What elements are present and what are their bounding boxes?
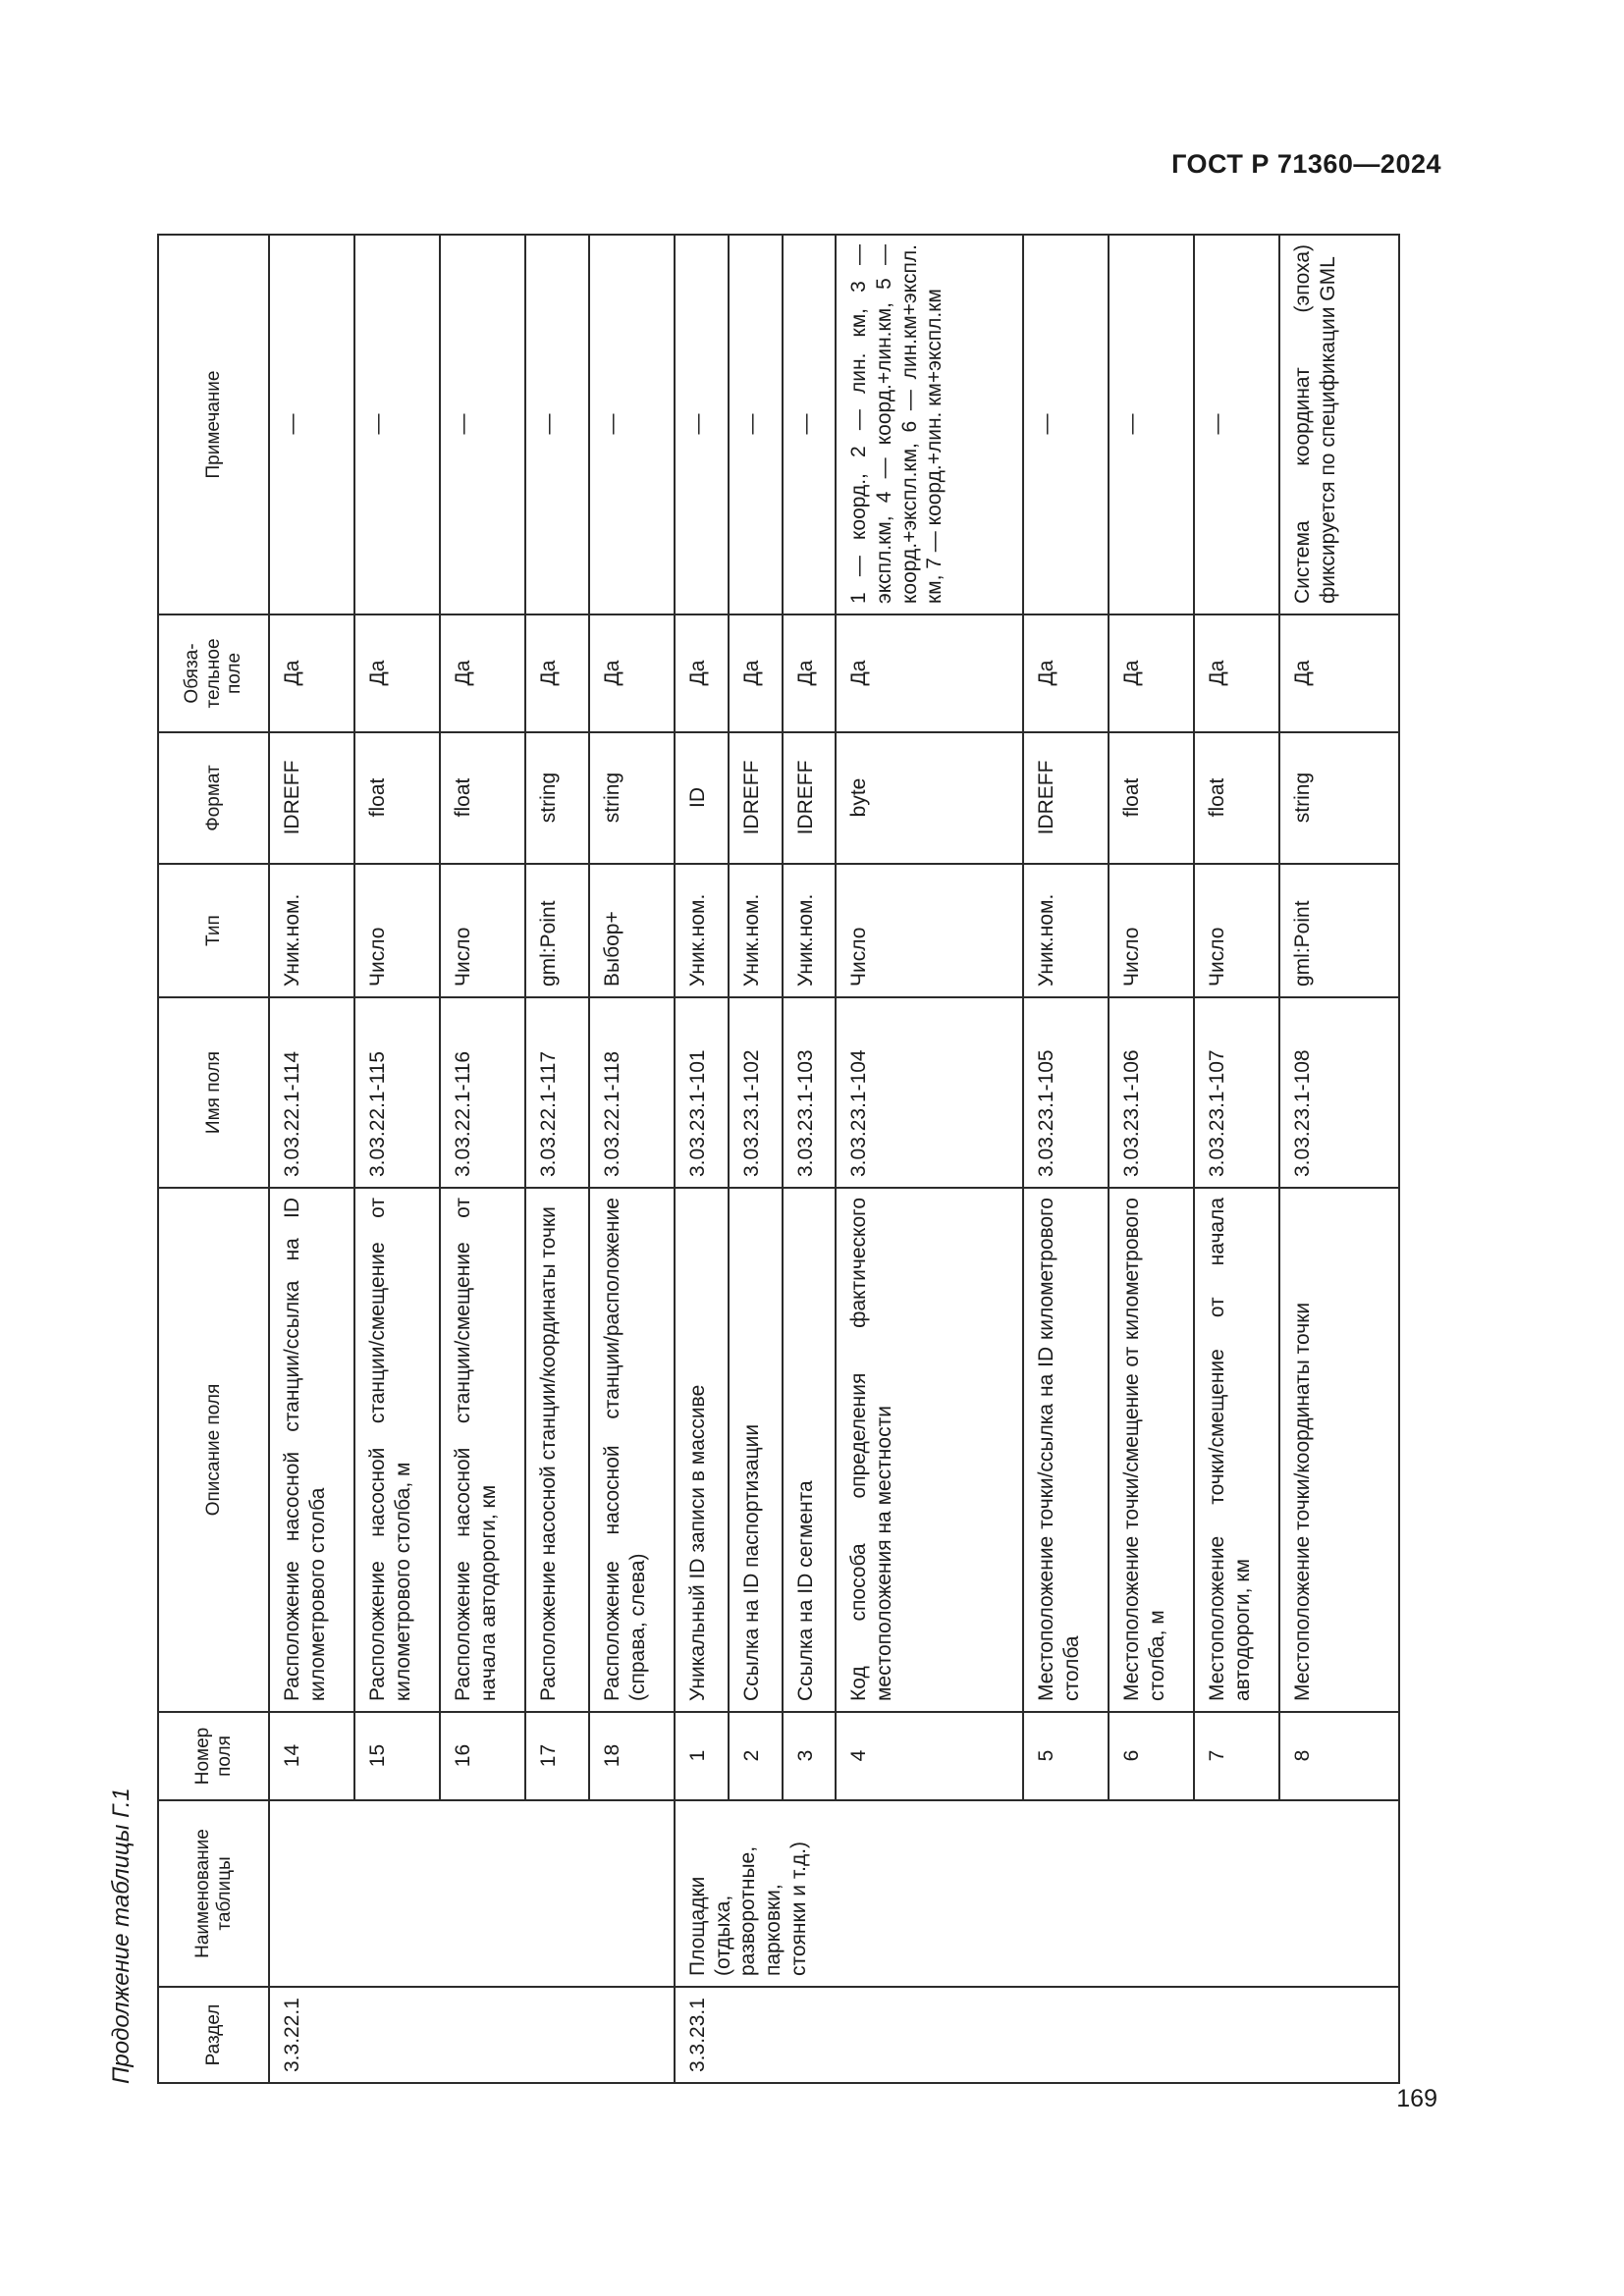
rotated-table-block	[108, 236, 1400, 2084]
cell-description: Код способа определения фактического местоположения на местности	[836, 1188, 1023, 1712]
cell-description: Расположение насосной станции/смещение от километрового столба, м	[354, 1188, 440, 1712]
cell-description: Расположение насосной станции/смещение от начала автодороги, км	[440, 1188, 525, 1712]
cell-note: —	[440, 235, 525, 614]
cell-format: float	[354, 732, 440, 864]
cell-note: —	[1109, 235, 1194, 614]
cell-required: Да	[1279, 614, 1399, 732]
document-code: ГОСТ Р 71360—2024	[1171, 149, 1441, 179]
cell-format: IDREFF	[269, 732, 354, 864]
cell-required: Да	[1194, 614, 1279, 732]
cell-section: 3.3.23.1	[675, 1987, 1399, 2083]
cell-description: Расположение насосной станции/расположение (справа, слева)	[589, 1188, 675, 1712]
cell-format: byte	[836, 732, 1023, 864]
cell-format: float	[1194, 732, 1279, 864]
cell-note: 1 — коорд., 2 — лин. км, 3 — экспл.км, 4 — коорд.+лин.км, 5 — коорд.+экспл.км, 6 — лин.км+экспл. км, 7 — коорд.+лин. км+экспл.км	[836, 235, 1023, 614]
cell-field-name: 3.03.23.1-107	[1194, 997, 1279, 1188]
cell-type: Число	[354, 864, 440, 997]
cell-field-number: 1	[675, 1712, 729, 1800]
cell-description: Уникальный ID записи в массиве	[675, 1188, 729, 1712]
cell-field-number: 14	[269, 1712, 354, 1800]
cell-field-number: 4	[836, 1712, 1023, 1800]
cell-format: float	[440, 732, 525, 864]
cell-required: Да	[783, 614, 837, 732]
cell-field-number: 2	[729, 1712, 783, 1800]
cell-field-number: 15	[354, 1712, 440, 1800]
cell-type: gml:Point	[1279, 864, 1399, 997]
cell-field-name: 3.03.23.1-108	[1279, 997, 1399, 1188]
cell-required: Да	[1023, 614, 1109, 732]
col-header-type: Тип	[158, 864, 269, 997]
cell-type: Число	[1194, 864, 1279, 997]
cell-table-name	[269, 1800, 675, 1987]
cell-table-name: Площадки (отдыха, разворотные, парковки, стоянки и т.д.)	[675, 1800, 1399, 1987]
cell-field-name: 3.03.23.1-103	[783, 997, 837, 1188]
header-row	[158, 235, 269, 2083]
cell-field-number: 3	[783, 1712, 837, 1800]
col-header-section: Раздел	[158, 1987, 269, 2083]
cell-required: Да	[525, 614, 589, 732]
cell-type: Выбор+	[589, 864, 675, 997]
cell-field-number: 18	[589, 1712, 675, 1800]
cell-field-name: 3.03.23.1-104	[836, 997, 1023, 1188]
cell-field-number: 6	[1109, 1712, 1194, 1800]
cell-note: —	[729, 235, 783, 614]
page-number: 169	[1396, 2085, 1437, 2112]
cell-required: Да	[354, 614, 440, 732]
cell-type: Уник.ном.	[783, 864, 837, 997]
cell-description: Местоположение точки/смещение от километрового столба, м	[1109, 1188, 1194, 1712]
cell-note: —	[1023, 235, 1109, 614]
cell-format: IDREFF	[1023, 732, 1109, 864]
cell-note: —	[269, 235, 354, 614]
cell-section: 3.3.22.1	[269, 1987, 675, 2083]
table-caption: Продолжение таблицы Г.1	[108, 1788, 135, 2084]
cell-required: Да	[269, 614, 354, 732]
cell-field-name: 3.03.23.1-105	[1023, 997, 1109, 1188]
cell-format: IDREFF	[783, 732, 837, 864]
cell-required: Да	[440, 614, 525, 732]
cell-required: Да	[675, 614, 729, 732]
cell-format: string	[525, 732, 589, 864]
cell-description: Местоположение точки/смещение от начала автодороги, км	[1194, 1188, 1279, 1712]
col-header-description: Описание поля	[158, 1188, 269, 1712]
cell-type: Число	[1109, 864, 1194, 997]
cell-field-name: 3.03.22.1-117	[525, 997, 589, 1188]
cell-type: Уник.ном.	[729, 864, 783, 997]
cell-format: ID	[675, 732, 729, 864]
cell-format: float	[1109, 732, 1194, 864]
cell-field-number: 7	[1194, 1712, 1279, 1800]
cell-field-number: 8	[1279, 1712, 1399, 1800]
table-row	[269, 235, 354, 2083]
col-header-required: Обяза-тельное поле	[158, 614, 269, 732]
cell-type: gml:Point	[525, 864, 589, 997]
cell-type: Число	[440, 864, 525, 997]
cell-format: IDREFF	[729, 732, 783, 864]
cell-required: Да	[589, 614, 675, 732]
cell-description: Ссылка на ID паспортизации	[729, 1188, 783, 1712]
cell-note: —	[1194, 235, 1279, 614]
cell-field-name: 3.03.22.1-118	[589, 997, 675, 1188]
col-header-field-number: Номер поля	[158, 1712, 269, 1800]
table-row	[675, 235, 729, 2083]
cell-type: Число	[836, 864, 1023, 997]
cell-type: Уник.ном.	[1023, 864, 1109, 997]
data-table	[157, 234, 1400, 2084]
cell-field-number: 16	[440, 1712, 525, 1800]
cell-note: —	[675, 235, 729, 614]
cell-field-number: 5	[1023, 1712, 1109, 1800]
cell-type: Уник.ном.	[269, 864, 354, 997]
cell-field-name: 3.03.22.1-116	[440, 997, 525, 1188]
cell-note: —	[354, 235, 440, 614]
cell-description: Расположение насосной станции/ссылка на ID километрового столба	[269, 1188, 354, 1712]
cell-description: Расположение насосной станции/координаты точки	[525, 1188, 589, 1712]
cell-field-name: 3.03.23.1-102	[729, 997, 783, 1188]
cell-note: —	[525, 235, 589, 614]
col-header-field-name: Имя поля	[158, 997, 269, 1188]
col-header-format: Формат	[158, 732, 269, 864]
cell-description: Ссылка на ID сегмента	[783, 1188, 837, 1712]
cell-note: —	[783, 235, 837, 614]
cell-note: —	[589, 235, 675, 614]
cell-required: Да	[729, 614, 783, 732]
cell-format: string	[1279, 732, 1399, 864]
cell-type: Уник.ном.	[675, 864, 729, 997]
cell-field-name: 3.03.23.1-106	[1109, 997, 1194, 1188]
cell-field-name: 3.03.22.1-115	[354, 997, 440, 1188]
cell-format: string	[589, 732, 675, 864]
cell-description: Местоположение точки/координаты точки	[1279, 1188, 1399, 1712]
cell-field-number: 17	[525, 1712, 589, 1800]
cell-note: Система координат (эпоха) фиксируется по спецификации GML	[1279, 235, 1399, 614]
cell-field-name: 3.03.23.1-101	[675, 997, 729, 1188]
cell-required: Да	[1109, 614, 1194, 732]
cell-field-name: 3.03.22.1-114	[269, 997, 354, 1188]
col-header-note: Примечание	[158, 235, 269, 614]
cell-description: Местоположение точки/ссылка на ID километрового столба	[1023, 1188, 1109, 1712]
col-header-table-name: Наименование таблицы	[158, 1800, 269, 1987]
cell-required: Да	[836, 614, 1023, 732]
